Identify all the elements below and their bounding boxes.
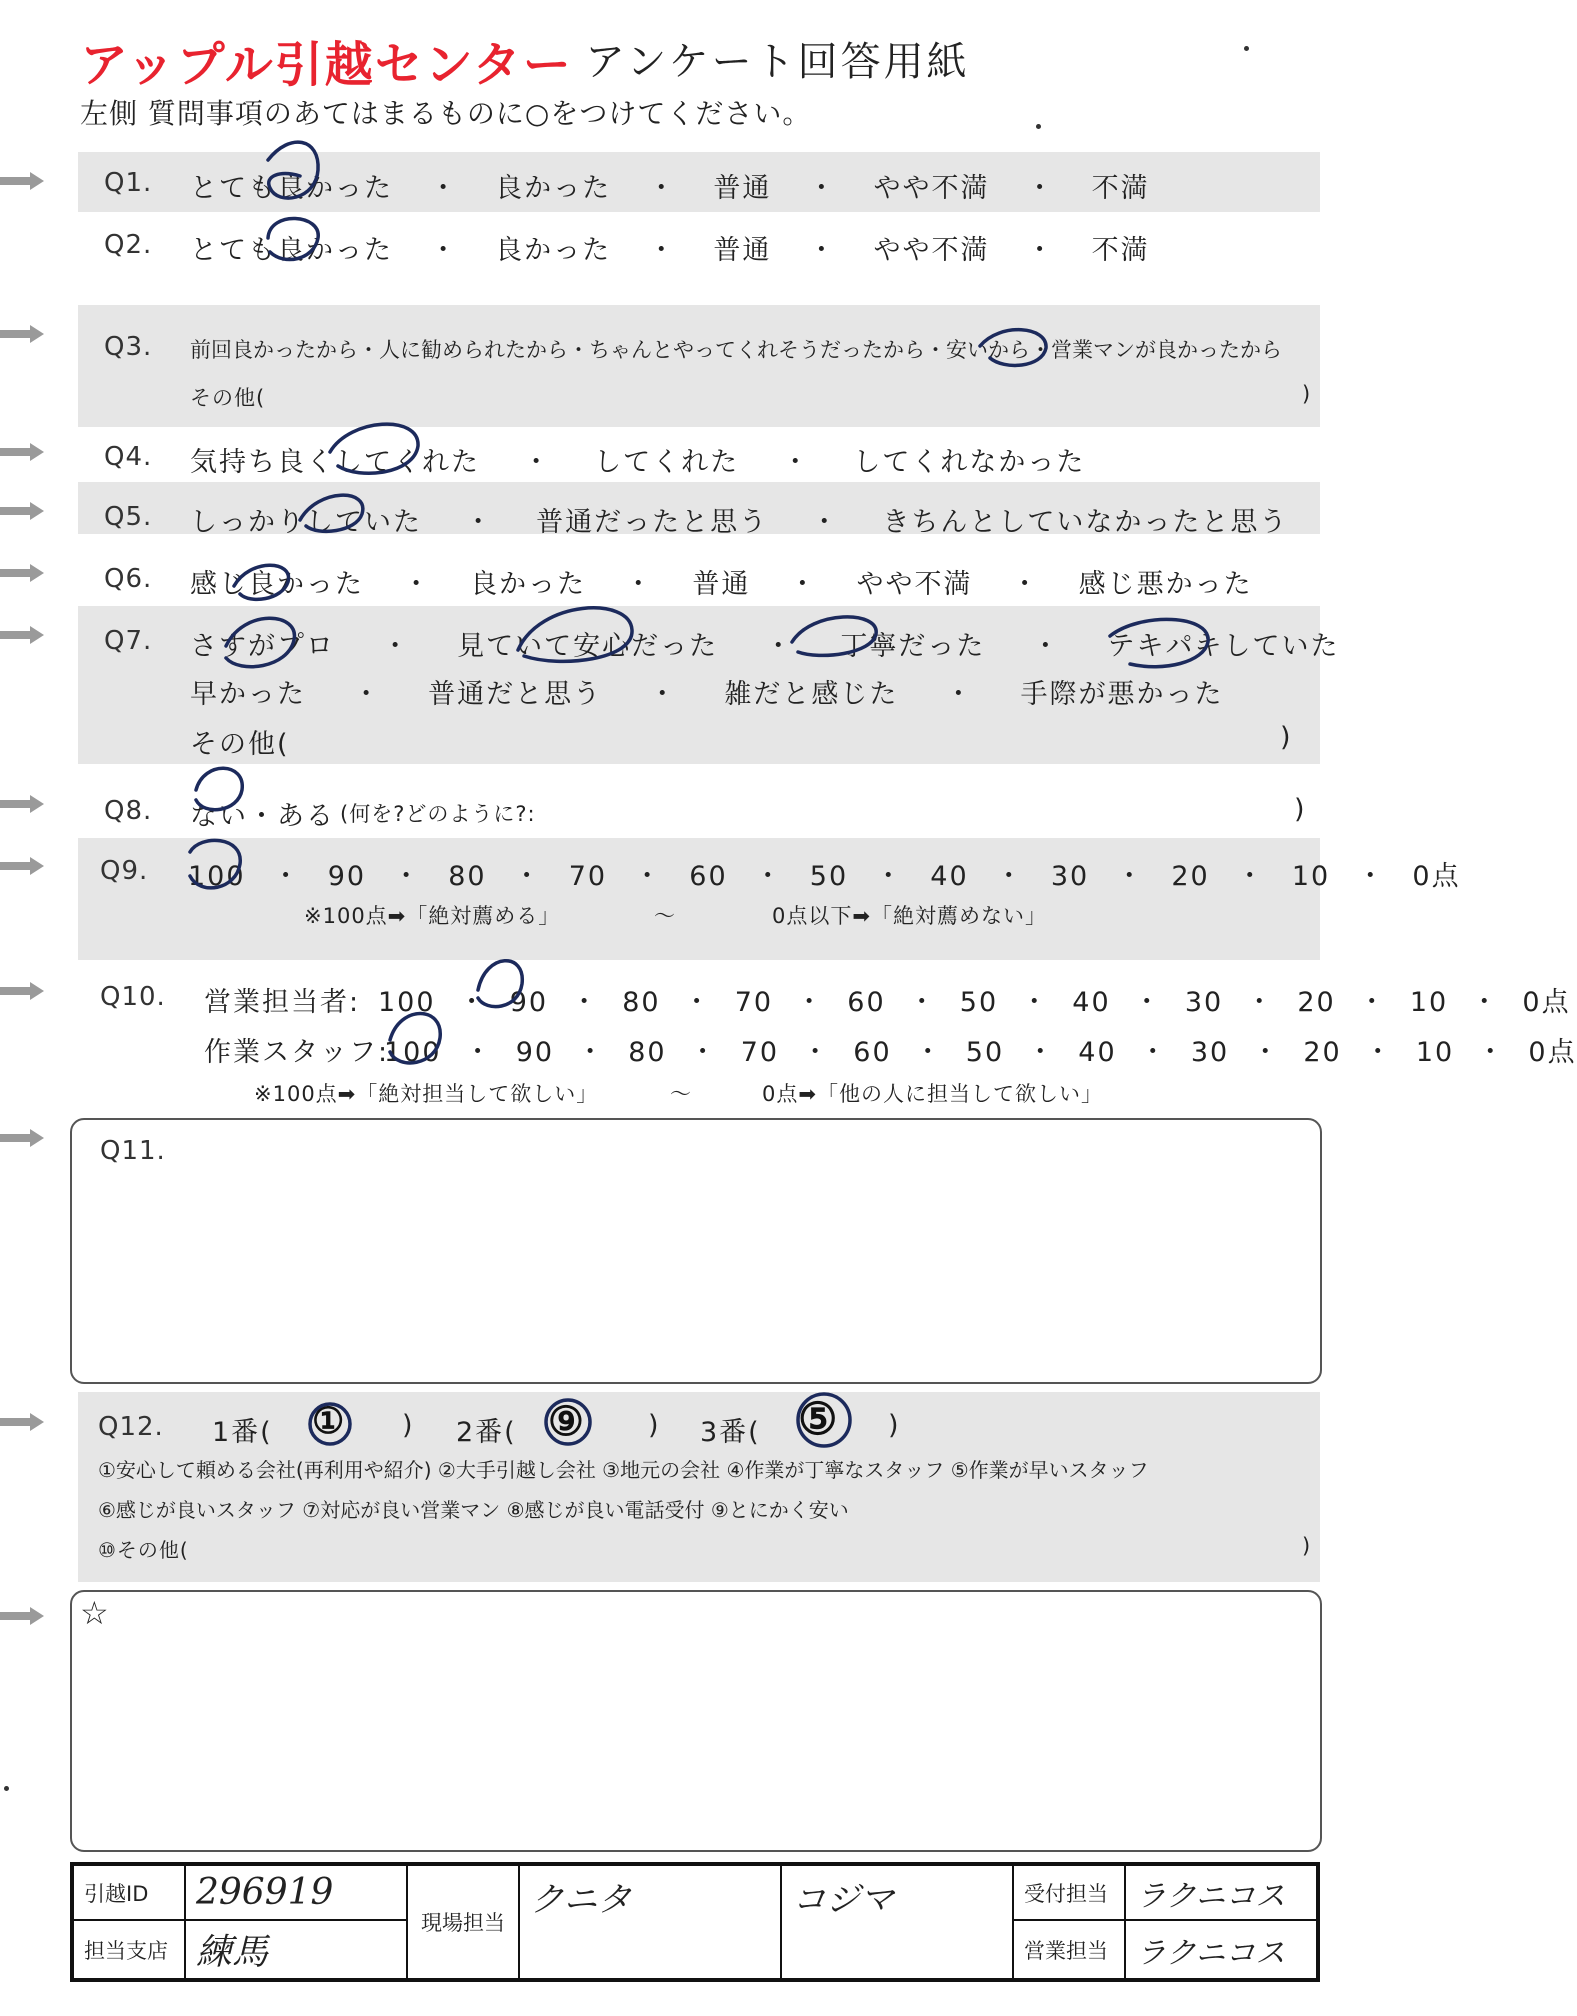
q9-number: Q9. bbox=[100, 856, 149, 886]
q3-other-close: ) bbox=[1302, 382, 1312, 406]
q12-rank3-close: ) bbox=[888, 1410, 901, 1441]
q11-comment-box[interactable] bbox=[70, 1118, 1322, 1384]
q11-number: Q11. bbox=[100, 1136, 166, 1166]
q2-number: Q2. bbox=[104, 230, 153, 260]
q3-number: Q3. bbox=[104, 332, 153, 362]
q3-options[interactable]: 前回良かったから・人に勧められたから・ちゃんとやってくれそうだったから・安いから・営業マンが良かったから bbox=[190, 338, 1282, 362]
q10-sales-label: 営業担当者: bbox=[204, 987, 361, 1018]
q3-other: その他( bbox=[190, 386, 266, 410]
q9-note-left: ※100点➡「絶対薦める」 bbox=[304, 904, 561, 928]
q12-rank1-label: 1番( bbox=[212, 1417, 273, 1448]
q12-rank3-label: 3番( bbox=[700, 1417, 761, 1448]
q10-note-right: 0点➡「他の人に担当して欲しい」 bbox=[762, 1082, 1103, 1106]
q6-options[interactable]: 感じ良かった ・ 良かった ・ 普通 ・ やや不満 ・ 感じ悪かった bbox=[190, 569, 1253, 600]
reception-label: 受付担当 bbox=[1013, 1864, 1125, 1920]
q5-options[interactable]: しっかりしていた ・ 普通だったと思う ・ きちんとしていなかったと思う bbox=[190, 507, 1289, 538]
move-id-value[interactable]: 296919 bbox=[185, 1864, 407, 1920]
q10-tilde: ～ bbox=[670, 1082, 692, 1106]
branch-value[interactable]: 練馬 bbox=[185, 1920, 407, 1980]
sales-staff-value[interactable]: ラクニコス bbox=[1125, 1920, 1318, 1980]
scan-dot bbox=[4, 1786, 9, 1791]
footer-table bbox=[70, 1862, 1320, 1982]
q12-rank2-label: 2番( bbox=[456, 1417, 517, 1448]
arrow-icon bbox=[0, 624, 44, 646]
q12-rank2-value[interactable]: ⑨ bbox=[548, 1398, 584, 1445]
arrow-icon bbox=[0, 562, 44, 584]
q1-number: Q1. bbox=[104, 168, 153, 198]
move-id-label: 引越ID bbox=[72, 1864, 185, 1920]
q12-options-line1: ①安心して頼める会社(再利用や紹介) ②大手引越し会社 ③地元の会社 ④作業が丁寧なスタッフ ⑤作業が早いスタッフ bbox=[98, 1458, 1149, 1482]
q12-rank2-close: ) bbox=[648, 1410, 661, 1441]
brand-name: アップル引越センター bbox=[80, 37, 573, 93]
q6-number: Q6. bbox=[104, 564, 153, 594]
q10-number: Q10. bbox=[100, 982, 166, 1012]
site-staff-2[interactable]: コジマ bbox=[781, 1864, 1013, 1980]
q10-staff-scale[interactable]: 100 ・ 90 ・ 80 ・ 70 ・ 60 ・ 50 ・ 40 ・ 30 ・ 20 ・ 10 ・ 0点 bbox=[384, 1037, 1577, 1068]
q7-other-close: ) bbox=[1280, 722, 1293, 753]
arrow-icon bbox=[0, 980, 44, 1002]
q5-number: Q5. bbox=[104, 502, 153, 532]
arrow-icon bbox=[0, 1411, 44, 1433]
q12-rank1-value[interactable]: ① bbox=[312, 1400, 345, 1442]
arrow-icon bbox=[0, 1127, 44, 1149]
scan-dot bbox=[1244, 46, 1249, 51]
q12-rank3-value[interactable]: ⑤ bbox=[798, 1394, 838, 1445]
arrow-icon bbox=[0, 323, 44, 345]
q2-options[interactable]: とても良かった ・ 良かった ・ 普通 ・ やや不満 ・ 不満 bbox=[190, 235, 1150, 266]
site-staff-1[interactable]: クニタ bbox=[519, 1864, 781, 1980]
scan-dot bbox=[1036, 124, 1041, 129]
instruction-text: 左側 質問事項のあてはまるものに○をつけてください。 bbox=[80, 97, 812, 130]
q10-staff-label: 作業スタッフ: bbox=[204, 1037, 390, 1068]
arrow-icon bbox=[0, 500, 44, 522]
q12-options-line2: ⑥感じが良いスタッフ ⑦対応が良い営業マン ⑧感じが良い電話受付 ⑨とにかく安い bbox=[98, 1498, 849, 1522]
q7-options-line1[interactable]: さすがプロ ・ 見ていて安心だった ・ 丁寧だった ・ テキパキしていた bbox=[190, 631, 1340, 662]
reception-value[interactable]: ラクニコス bbox=[1125, 1864, 1318, 1920]
q8-hint: (何を?どのように?: bbox=[340, 802, 536, 826]
arrow-icon bbox=[0, 1605, 44, 1627]
q10-note-left: ※100点➡「絶対担当して欲しい」 bbox=[254, 1082, 599, 1106]
q9-note-right: 0点以下➡「絶対薦めない」 bbox=[772, 904, 1047, 928]
q12-rank1-close: ) bbox=[402, 1410, 415, 1441]
q4-options[interactable]: 気持ち良くしてくれた ・ してくれた ・ してくれなかった bbox=[190, 447, 1086, 478]
q12-number: Q12. bbox=[98, 1412, 164, 1442]
sales-staff-label: 営業担当 bbox=[1013, 1920, 1125, 1980]
arrow-icon bbox=[0, 170, 44, 192]
star-icon: ☆ bbox=[80, 1594, 111, 1632]
q8-close: ) bbox=[1294, 794, 1307, 825]
q8-number: Q8. bbox=[104, 796, 153, 826]
q9-scale[interactable]: 100 ・ 90 ・ 80 ・ 70 ・ 60 ・ 50 ・ 40 ・ 30 ・ 20 ・ 10 ・ 0点 bbox=[188, 861, 1461, 892]
q1-options[interactable]: とても良かった ・ 良かった ・ 普通 ・ やや不満 ・ 不満 bbox=[190, 173, 1150, 204]
arrow-icon bbox=[0, 855, 44, 877]
q4-number: Q4. bbox=[104, 442, 153, 472]
q8-options[interactable]: ない・ある bbox=[190, 801, 335, 832]
q7-other: その他( bbox=[190, 729, 290, 760]
q12-options-close: ) bbox=[1302, 1534, 1312, 1558]
arrow-icon bbox=[0, 441, 44, 463]
q10-sales-scale[interactable]: 100 ・ 90 ・ 80 ・ 70 ・ 60 ・ 50 ・ 40 ・ 30 ・ 20 ・ 10 ・ 0点 bbox=[378, 987, 1571, 1018]
form-title: アンケート回答用紙 bbox=[585, 39, 970, 85]
site-staff-label: 現場担当 bbox=[407, 1864, 519, 1980]
q7-options-line2[interactable]: 早かった ・ 普通だと思う ・ 雑だと感じた ・ 手際が悪かった bbox=[190, 679, 1224, 710]
q9-tilde: ～ bbox=[654, 904, 676, 928]
q12-options-line3: ⑩その他( bbox=[98, 1538, 189, 1562]
free-comment-box[interactable] bbox=[70, 1590, 1322, 1852]
arrow-icon bbox=[0, 793, 44, 815]
branch-label: 担当支店 bbox=[72, 1920, 185, 1980]
q7-number: Q7. bbox=[104, 626, 153, 656]
